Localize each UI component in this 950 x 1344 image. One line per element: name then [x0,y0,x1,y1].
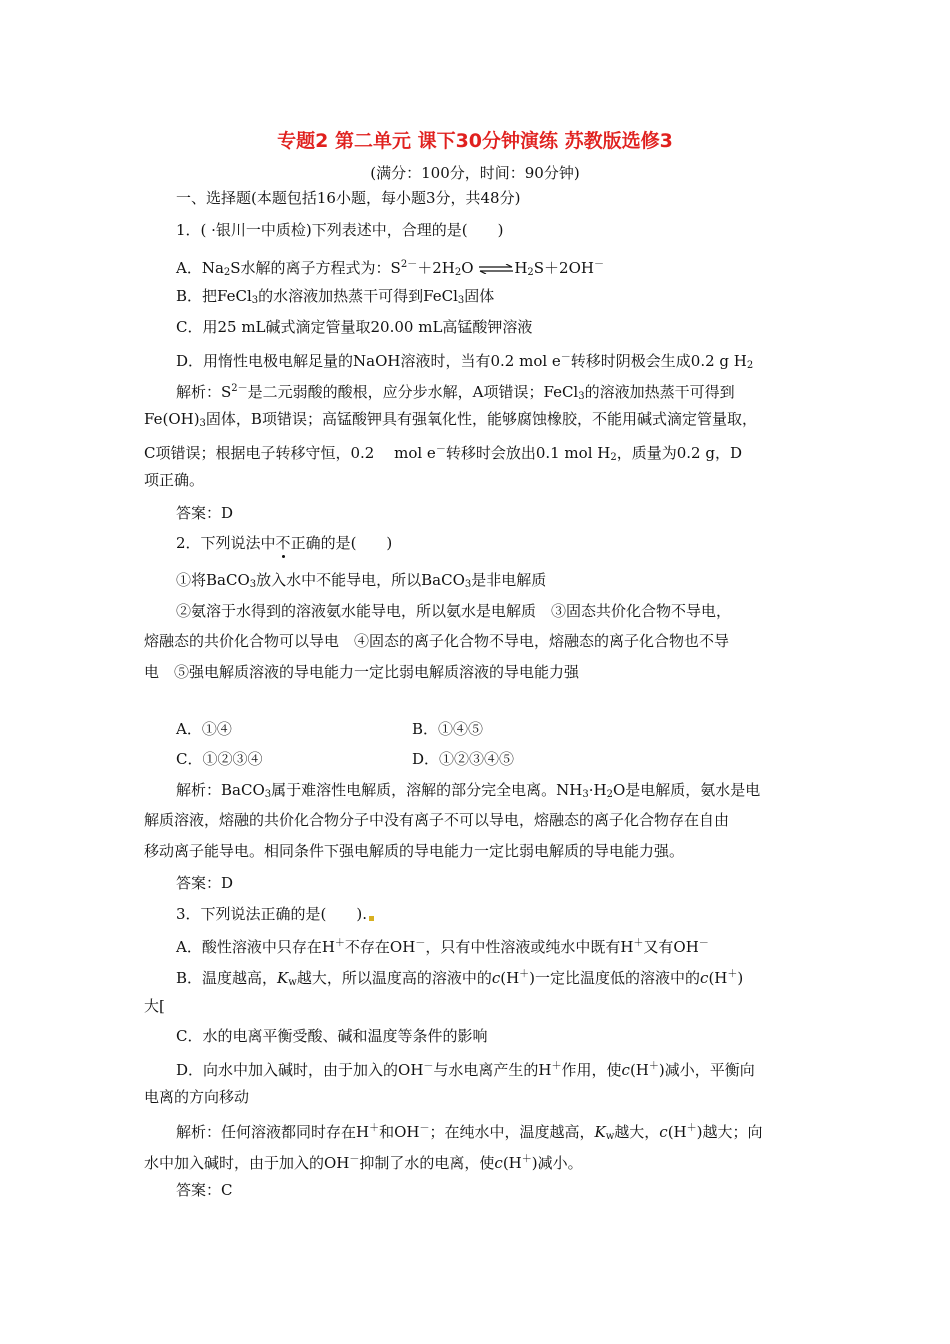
q2-analysis-line-2: 解质溶液，熔融的共价化合物分子中没有离子不可以导电，熔融态的离子化合物存在自由 [144,811,730,829]
q2-option-b: B．①④⑤ [412,720,484,738]
q2-statement-1: ①将BaCO$_3$放入水中不能导电，所以BaCO$_3$是非电解质 [176,571,547,590]
q1-option-a: A．$Na_2S$水解的离子方程式为：$S^{2-}+2H_2O$ $H_2S+2OH^-$ [176,259,604,278]
q3-analysis-line-2: 水中加入碱时，由于加入的OH－抑制了水的电离，使c(H＋)减小。 [144,1154,583,1172]
q2-statement-line-4: 电 ⑤强电解质溶液的导电能力一定比弱电解质溶液的导电能力强 [144,663,580,681]
q3-option-a: A．酸性溶液中只存在H＋不存在OH－，只有中性溶液或纯水中既有H＋又有OH－ [176,938,709,956]
q1-option-c: C．用25 mL碱式滴定管量取20.00 mL高锰酸钾溶液 [176,318,533,336]
q1-option-b: B．把FeCl$_3$的水溶液加热蒸干可得到FeCl$_3$固体 [176,287,495,306]
q2-analysis-line-3: 移动离子能导电。相同条件下强电解质的导电能力一定比弱电解质的导电能力强。 [144,842,685,860]
q2-option-a: A．①④ [176,720,232,738]
q2-answer: 答案：D [176,874,234,892]
q1-option-d: D．用惰性电极电解足量的NaOH溶液时，当有0.2 mol e－转移时阴极会生成0.2 g $H_2$ [176,352,754,371]
q1-answer: 答案：D [176,504,234,522]
q3-analysis-line-1: 解析：任何溶液都同时存在H＋和OH－；在纯水中，温度越高，$K_w$越大，c(H＋)越大；向 [176,1123,763,1142]
q3-option-d-line-2: 电离的方向移动 [144,1088,250,1106]
q2-analysis-line-1: 解析：BaCO$_3$属于难溶性电解质，溶解的部分完全电离。$NH_3\cdot H_2O$是电解质，氨水是电 [176,781,761,800]
q2-statement-line-3: 熔融态的共价化合物可以导电 ④固态的离子化合物不导电，熔融态的离子化合物也不导 [144,632,730,650]
q1-analysis-line-4: 项正确。 [144,471,205,489]
q2-stem: 2．下列说法中不正确的是( ) [176,534,393,552]
emphasis-dot: 不 [275,534,291,552]
q2-option-c: C．①②③④ [176,750,263,768]
q2-option-d: D．①②③④⑤ [412,750,515,768]
q1-analysis-line-3: C项错误；根据电子转移守恒，0.2 mol e－转移时会放出0.1 mol $H_2$，质量为0.2 g，D [144,444,742,463]
q3-option-b: B．温度越高，$K_w$越大，所以温度高的溶液中的c(H＋)一定比温度低的溶液中的c(H＋) [176,969,744,988]
highlight-marker-icon [369,916,374,921]
page-subtitle: (满分：100分，时间：90分钟) [370,164,580,182]
q1-analysis-line-1: 解析：$S^{2-}$是二元弱酸的酸根，应分步水解，A项错误；FeCl$_3$的溶液加热蒸干可得到 [176,383,735,402]
section-heading: 一、选择题(本题包括16小题，每小题3分，共48分) [176,189,521,207]
q1-analysis-line-2: $Fe(OH)_3$固体，B项错误；高锰酸钾具有强氧化性，能够腐蚀橡胶，不能用碱式滴定管量取， [144,410,757,429]
q3-answer: 答案：C [176,1181,233,1199]
q3-option-b-line-2: 大[ [144,997,165,1015]
q3-stem: 3．下列说法正确的是( ). [176,904,374,924]
equilibrium-arrow-icon [478,264,514,274]
page-title: 专题2 第二单元 课下30分钟演练 苏教版选修3 [277,130,673,152]
q1-stem: 1．( ·银川一中质检)下列表述中，合理的是( ) [176,221,504,239]
q3-option-d: D．向水中加入碱时，由于加入的OH－与水电离产生的H＋作用，使c(H＋)减小，平衡向 [176,1061,755,1079]
q2-statement-line-2: ②氨溶于水得到的溶液氨水能导电，所以氨水是电解质 ③固态共价化合物不导电， [176,602,732,620]
q3-option-c: C．水的电离平衡受酸、碱和温度等条件的影响 [176,1027,488,1045]
